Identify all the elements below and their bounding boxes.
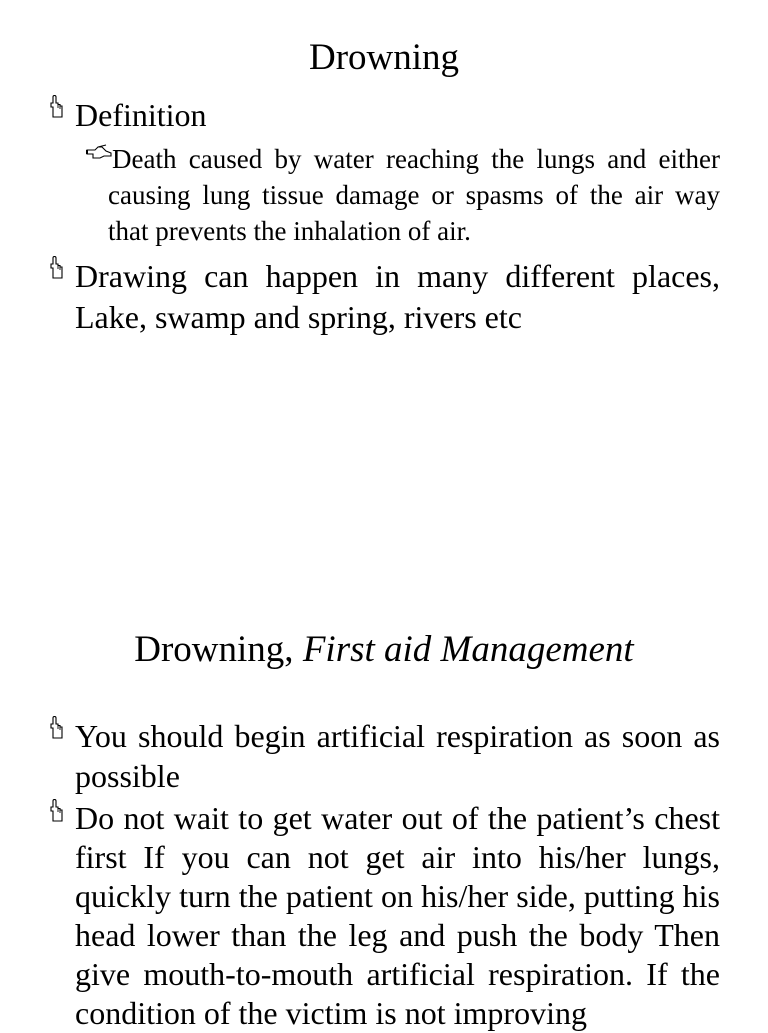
- pointing-hand-icon: [48, 256, 66, 280]
- sub-bullet-text: Death caused by water reaching the lungs and either causing lung tissue damage or spasms of the air way that prevents the inhalation of air.: [108, 144, 720, 246]
- pointing-hand-icon: [48, 799, 66, 823]
- slide-first-aid-management: [0, 512, 768, 1031]
- bullet-item: [48, 716, 720, 796]
- bullet-item: [48, 256, 720, 338]
- bullet-text: Definition: [75, 97, 207, 133]
- pointing-hand-icon: [48, 716, 66, 740]
- bullet-item: [48, 799, 720, 1033]
- slide-drowning-definition: [0, 0, 768, 512]
- slide-title: [0, 628, 768, 672]
- bullet-text: Drawing can happen in many different places, Lake, swamp and spring, rivers etc: [75, 258, 720, 335]
- slide-title-italic: First aid Management: [302, 629, 634, 670]
- writing-hand-icon: [86, 144, 112, 162]
- bullet-text: Do not wait to get water out of the patient’s chest first If you can not get air into his/her lungs, quickly turn the patient on his/her side, putting his head lower than the leg and push the body Then give mouth-to-mouth artificial respiration. If the condition of the victim is not improving: [75, 800, 720, 1031]
- bullet-text: You should begin artificial respiration as soon as possible: [75, 718, 720, 794]
- slide-title: Drowning: [308, 37, 460, 78]
- bullet-item: [48, 95, 720, 135]
- slide-title-plain: Drowning,: [134, 629, 303, 670]
- pointing-hand-icon: [48, 95, 66, 119]
- sub-bullet-item: [86, 141, 720, 249]
